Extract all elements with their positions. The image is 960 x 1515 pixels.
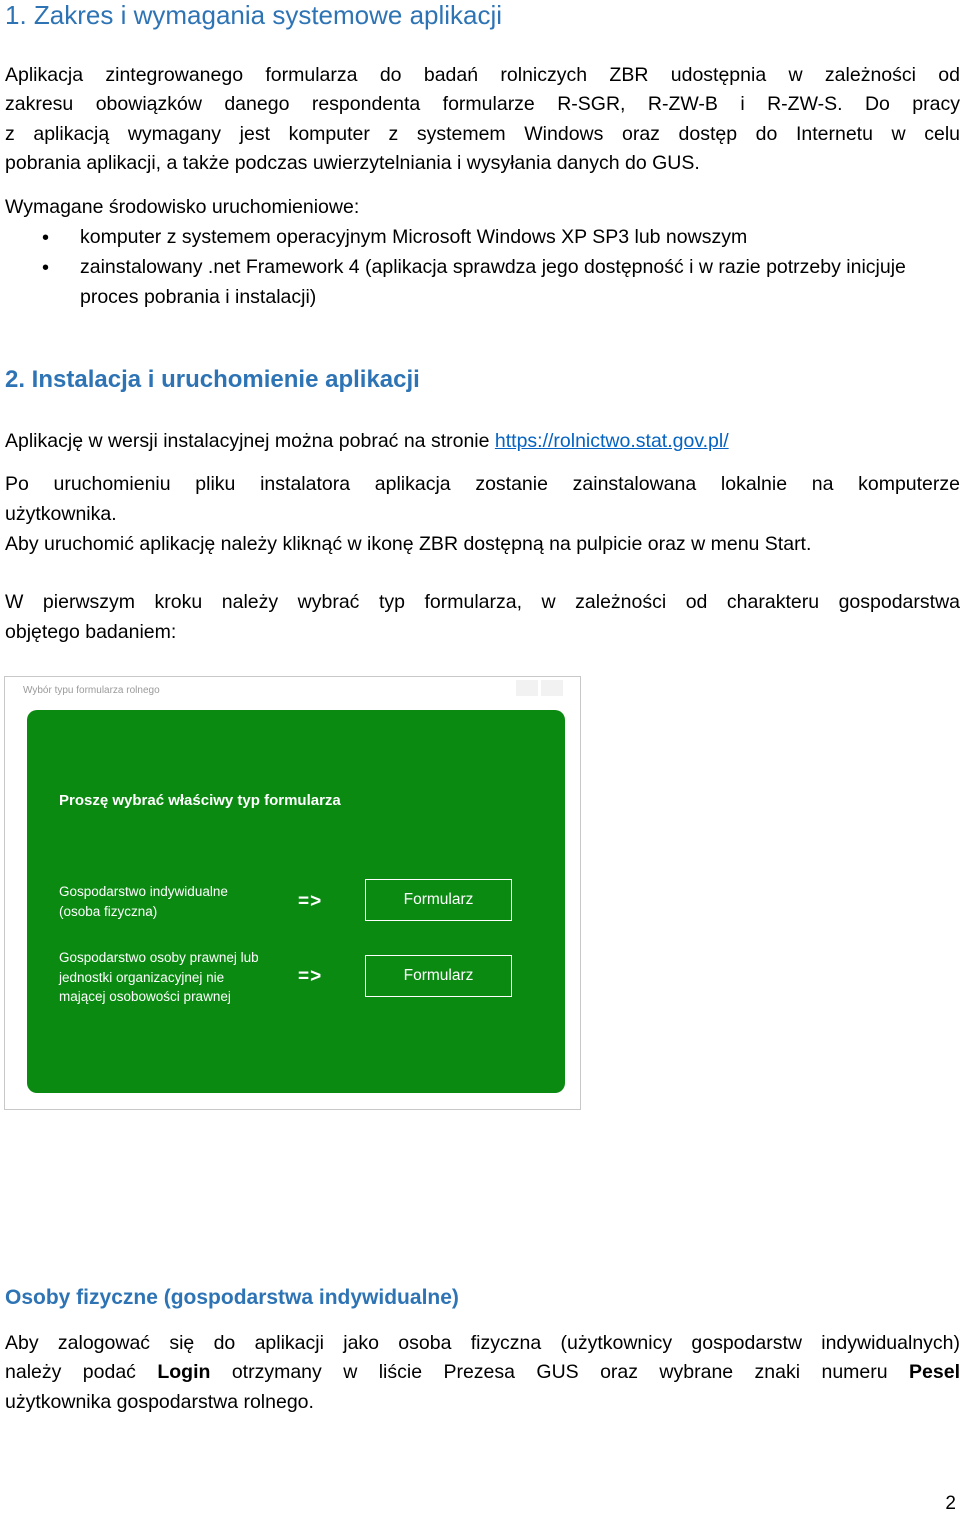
option-label-legal-entity	[59, 948, 259, 1007]
pesel-keyword: Pesel	[909, 1361, 960, 1383]
section3-heading: Osoby fizyczne (gospodarstwa indywidualne)	[5, 1286, 459, 1309]
login-line-3: użytkownika gospodarstwa rolnego.	[5, 1391, 314, 1413]
install-line-2: użytkownika.	[5, 503, 117, 525]
option-label-line: jednostki organizacyjnej nie	[59, 969, 225, 985]
section2-heading: 2. Instalacja i uruchomienie aplikacji	[5, 366, 420, 393]
section1-heading: 1. Zakres i wymagania systemowe aplikacji	[5, 0, 503, 30]
step-line-2: objętego badaniem:	[5, 621, 177, 643]
panel-title: Proszę wybrać właściwy typ formularza	[59, 792, 341, 809]
login-line-1: Aby zalogować się do aplikacji jako osoba fizyczna (użytkownicy gospodarstw indywidualnych)	[5, 1332, 960, 1354]
form-select-panel	[27, 710, 565, 1093]
download-line	[5, 427, 960, 457]
minimize-icon[interactable]	[516, 680, 538, 696]
form-button-legal-entity[interactable]: Formularz	[365, 955, 512, 997]
bullet-icon: •	[42, 257, 50, 279]
install-line-1: Po uruchomieniu pliku instalatora aplikacja zostanie zainstalowana lokalnie na komputerze	[5, 473, 960, 495]
bullet-icon: •	[42, 227, 50, 249]
form-type-window	[4, 676, 581, 1110]
step-line-1: W pierwszym kroku należy wybrać typ formularza, w zależności od charakteru gospodarstwa	[5, 591, 960, 613]
bullet-item-2: zainstalowany .net Framework 4 (aplikacja sprawdza jego dostępność i w razie potrzeby inicjuje proces pobrania i instalacji)	[80, 256, 906, 308]
option-label-line: mającej osobowości prawnej	[59, 989, 231, 1004]
download-text: Aplikację w wersji instalacyjnej można pobrać na stronie	[5, 430, 495, 452]
intro-line-3: z aplikacją wymagany jest komputer z systemem Windows oraz dostęp do Internetu w celu	[5, 123, 960, 145]
option-label-individual	[59, 882, 228, 921]
intro-line-4: pobrania aplikacji, a także podczas uwierzytelniania i wysyłania danych do GUS.	[5, 152, 700, 174]
intro-line-1: Aplikacja zintegrowanego formularza do badań rolniczych ZBR udostępnia w zależności od	[5, 64, 960, 86]
download-link[interactable]: https://rolnictwo.stat.gov.pl/	[494, 430, 729, 452]
login-keyword: Login	[157, 1361, 211, 1383]
env-label: Wymagane środowisko uruchomieniowe:	[5, 196, 360, 218]
login-text-a: należy podać	[5, 1361, 158, 1383]
close-icon[interactable]	[541, 680, 563, 696]
arrow-icon: =>	[298, 966, 323, 987]
page-number: 2	[945, 1493, 956, 1514]
option-label-line: Gospodarstwo indywidualne	[59, 884, 228, 899]
form-button-individual[interactable]: Formularz	[365, 879, 512, 921]
bullet-item-1: komputer z systemem operacyjnym Microsoft Windows XP SP3 lub nowszym	[80, 226, 748, 248]
option-label-line: Gospodarstwo osoby prawnej lub	[59, 950, 259, 965]
run-line: Aby uruchomić aplikację należy kliknąć w ikonę ZBR dostępną na pulpicie oraz w menu Start.	[5, 533, 812, 555]
login-line-2	[5, 1358, 960, 1388]
arrow-icon: =>	[298, 891, 323, 912]
option-label-line: (osoba fizyczna)	[59, 903, 158, 919]
login-text-b: otrzymany w liście Prezesa GUS oraz wybrane znaki numeru	[210, 1361, 910, 1383]
window-title: Wybór typu formularza rolnego	[23, 685, 160, 696]
intro-line-2: zakresu obowiązków danego respondenta formularze R-SGR, R-ZW-B i R-ZW-S. Do pracy	[5, 93, 960, 115]
